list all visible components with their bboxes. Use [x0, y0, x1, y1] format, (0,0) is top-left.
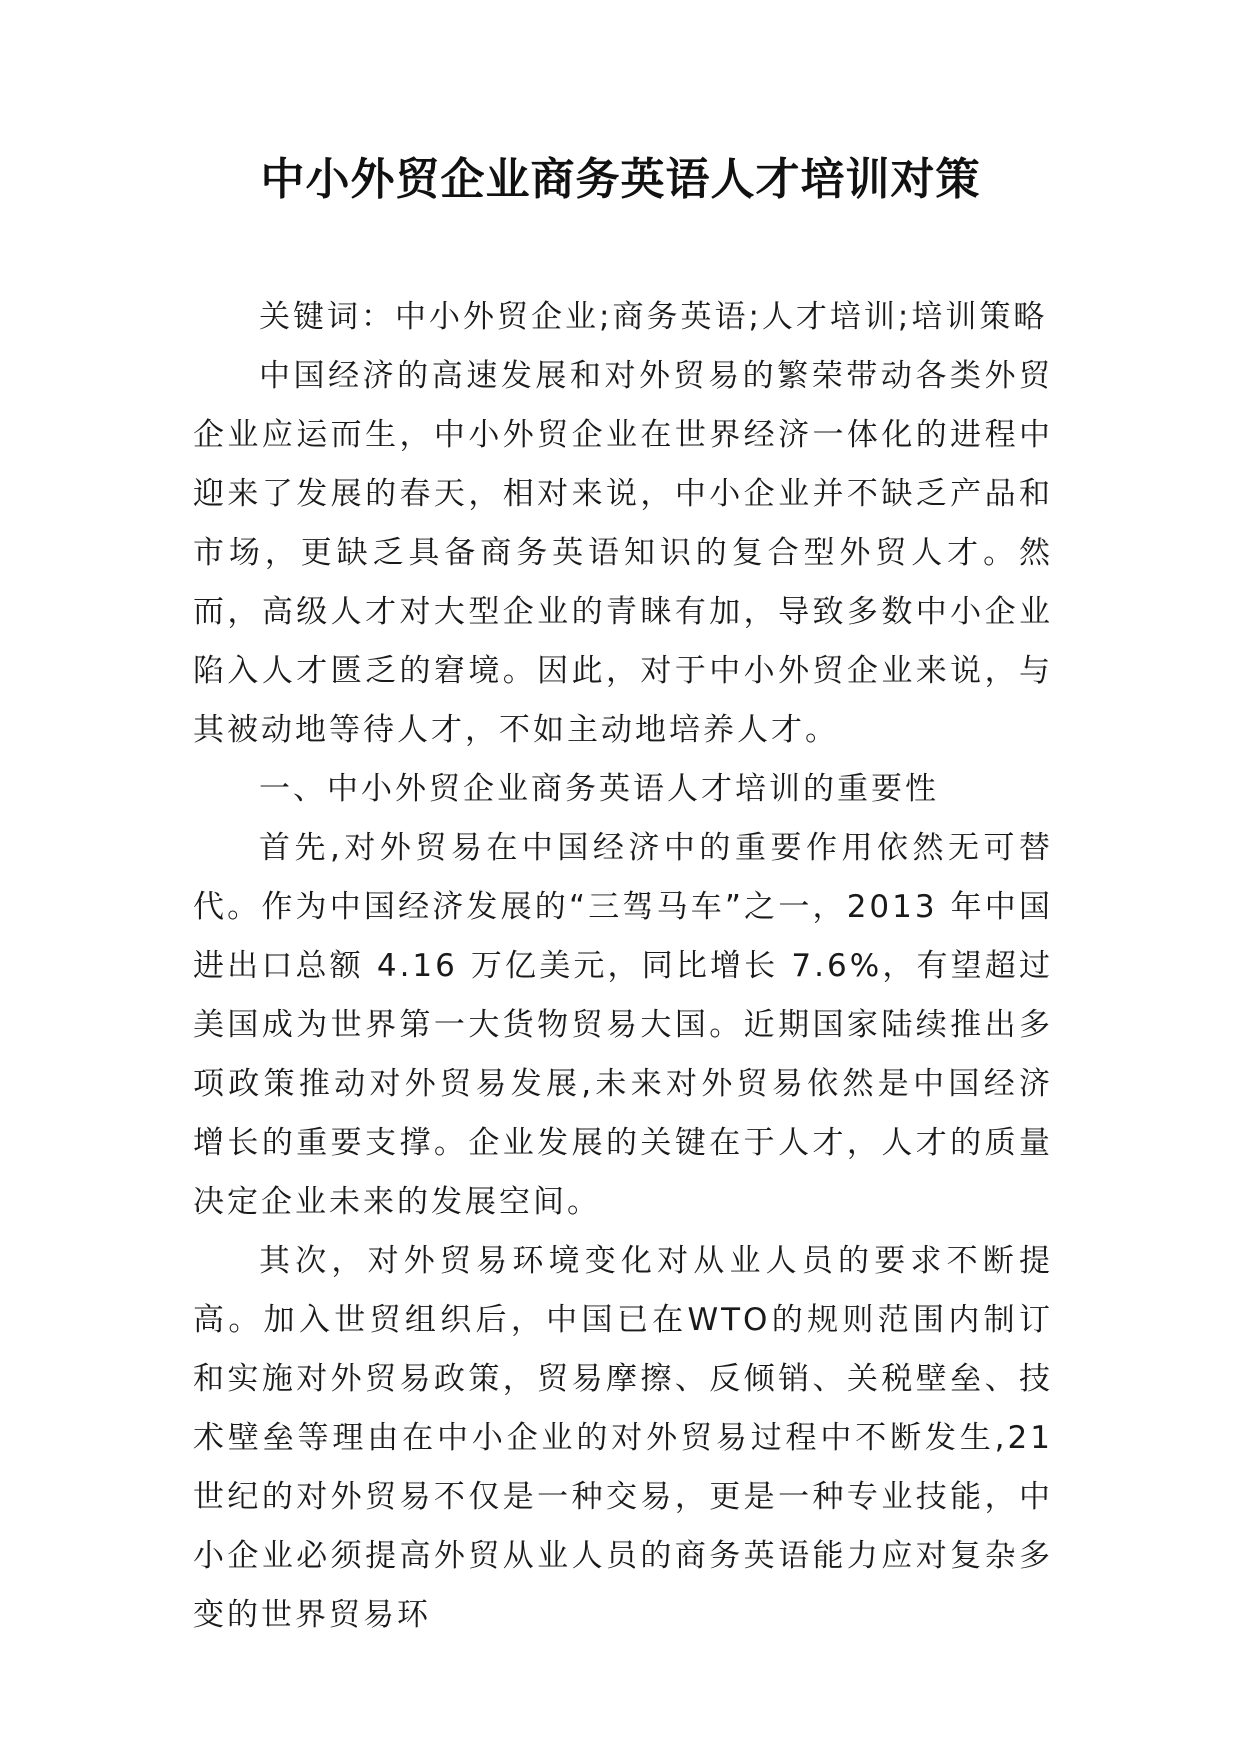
document-title: 中小外贸企业商务英语人才培训对策 — [260, 154, 981, 205]
paragraph-first: 首先,对外贸易在中国经济中的重要作用依然无可替代。作为中国经济发展的“三驾马车”之一，2013 年中国进出口总额 4.16 万亿美元，同比增长 7.6%，有望超过美国成为世界第一大货物贸易大国。近期国家陆续推出多项政策推动对外贸易发展,未来对外贸易依然是中国经济增长的重要支撑。企业发展的关键在于人才，人才的质量决定企业未来的发展空间。 — [193, 830, 1053, 1220]
paragraph-second: 其次，对外贸易环境变化对从业人员的要求不断提高。加入世贸组织后，中国已在WTO的规则范围内制订和实施对外贸易政策，贸易摩擦、反倾销、关税壁垒、技术壁垒等理由在中小企业的对外贸易过程中不断发生,21 世纪的对外贸易不仅是一种交易，更是一种专业技能，中小企业必须提高外贸从业人员的商务英语能力应对复杂多变的世界贸易环 — [193, 1243, 1053, 1633]
keywords-line: 关键词：中小外贸企业;商务英语;人才培训;培训策略 — [259, 299, 1048, 335]
paragraph-intro: 中国经济的高速发展和对外贸易的繁荣带动各类外贸企业应运而生，中小外贸企业在世界经济一体化的进程中迎来了发展的春天，相对来说，中小企业并不缺乏产品和市场，更缺乏具备商务英语知识的复合型外贸人才。然而，高级人才对大型企业的青睐有加，导致多数中小企业陷入人才匮乏的窘境。因此，对于中小外贸企业来说，与其被动地等待人才，不如主动地培养人才。 — [193, 358, 1053, 748]
section-heading: 一、中小外贸企业商务英语人才培训的重要性 — [259, 771, 939, 807]
document-body — [193, 288, 1053, 1645]
